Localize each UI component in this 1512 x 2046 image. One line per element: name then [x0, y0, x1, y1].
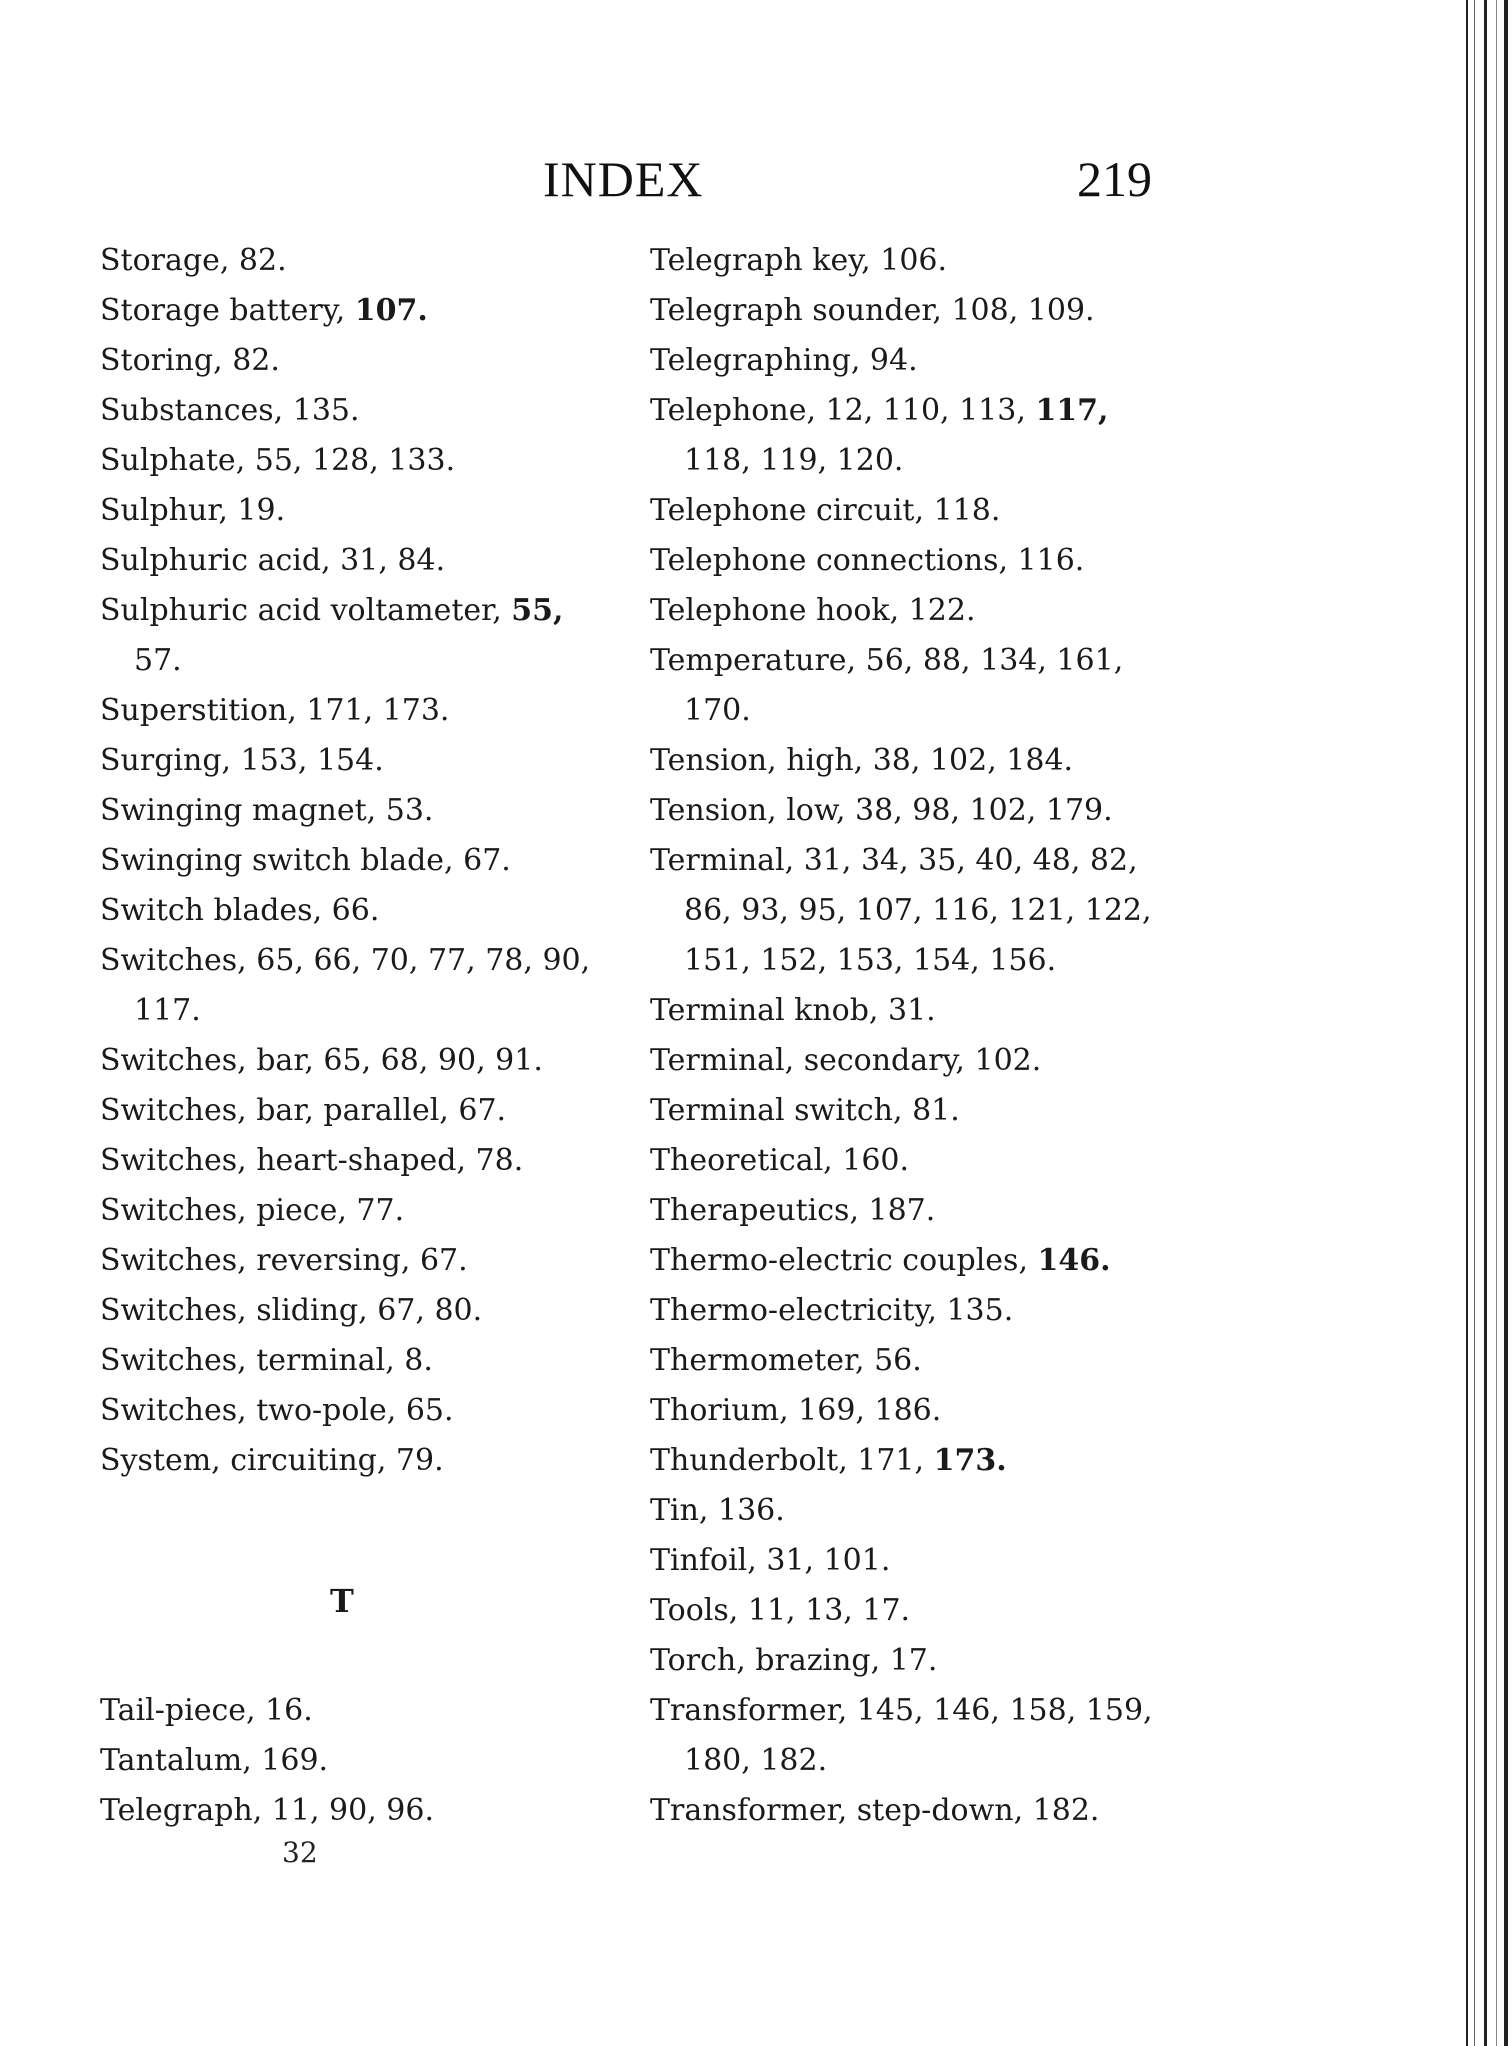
index-entry-text: 151, 152, 153, 154, 156. [684, 943, 1057, 978]
index-entry-text: Theoretical, 160. [650, 1143, 910, 1178]
index-entry-text: System, circuiting, 79. [100, 1443, 444, 1478]
index-entry-text: Transformer, step-down, 182. [650, 1793, 1100, 1828]
index-entry [100, 1686, 620, 1736]
index-entry [100, 1736, 620, 1786]
index-entry [650, 1686, 1190, 1736]
index-entry [650, 1136, 1190, 1186]
index-entry-text: Thorium, 169, 186. [650, 1393, 942, 1428]
index-entry-text: Tools, 11, 13, 17. [650, 1593, 911, 1628]
index-entry-text: Terminal, 31, 34, 35, 40, 48, 82, [650, 843, 1138, 878]
index-entry-text: 146. [1037, 1243, 1111, 1278]
index-entry [100, 336, 620, 386]
index-entry [650, 1436, 1190, 1486]
index-entry-text: Switches, sliding, 67, 80. [100, 1293, 483, 1328]
index-entry [650, 1286, 1190, 1336]
index-entry-text: Telegraphing, 94. [650, 343, 918, 378]
index-entry-text: 107. [354, 293, 428, 328]
index-entry [650, 886, 1190, 936]
index-entry-text: Telephone hook, 122. [650, 593, 976, 628]
index-entry-text: Thunderbolt, 171, [650, 1443, 934, 1478]
index-entry [100, 1786, 620, 1836]
index-entry-text: Swinging magnet, 53. [100, 793, 434, 828]
index-entry-text: Substances, 135. [100, 393, 360, 428]
index-entry [650, 436, 1190, 486]
index-entry-text: Telephone connections, 116. [650, 543, 1085, 578]
index-entry-text: 117, [1035, 393, 1109, 428]
section-letter-heading: T [330, 1582, 354, 1620]
index-entry [650, 1736, 1190, 1786]
index-entry-text: 180, 182. [684, 1743, 828, 1778]
index-entry [100, 486, 620, 536]
index-entry [650, 686, 1190, 736]
index-entry-text: Thermometer, 56. [650, 1343, 922, 1378]
index-entry-text: Sulphuric acid, 31, 84. [100, 543, 446, 578]
index-entry [650, 386, 1190, 436]
index-entry-text: Storing, 82. [100, 343, 280, 378]
index-entry [650, 736, 1190, 786]
index-entry-text: 55, [511, 593, 564, 628]
index-entry [650, 1786, 1190, 1836]
index-entry [100, 1036, 620, 1086]
index-entry [650, 1386, 1190, 1436]
index-entry [100, 236, 620, 286]
index-entry-text: Sulphur, 19. [100, 493, 286, 528]
index-entry-text: Switches, piece, 77. [100, 1193, 405, 1228]
index-entry-text: Switch blades, 66. [100, 893, 380, 928]
index-entry-text: Switches, bar, parallel, 67. [100, 1093, 507, 1128]
index-entry [650, 836, 1190, 886]
index-entry [100, 786, 620, 836]
index-entry-text: Telephone circuit, 118. [650, 493, 1001, 528]
index-entry-text: Switches, bar, 65, 68, 90, 91. [100, 1043, 543, 1078]
index-entry-text: Storage battery, [100, 293, 355, 328]
index-entry-text: Terminal switch, 81. [650, 1093, 960, 1128]
index-entry-text: Telegraph, 11, 90, 96. [100, 1793, 435, 1828]
index-entry-text: 173. [933, 1443, 1007, 1478]
page-number: 219 [1077, 151, 1152, 207]
index-entry [650, 1036, 1190, 1086]
index-entry-text: Superstition, 171, 173. [100, 693, 450, 728]
index-entry-text: Therapeutics, 187. [650, 1193, 936, 1228]
index-entry [100, 1436, 620, 1486]
left-entries-t [100, 1686, 620, 1836]
index-entry-text: 118, 119, 120. [684, 443, 904, 478]
index-entry-text: Tail-piece, 16. [100, 1693, 313, 1728]
index-entry [650, 1336, 1190, 1386]
index-entry-text: Temperature, 56, 88, 134, 161, [650, 643, 1124, 678]
index-entry-text: Tantalum, 169. [100, 1743, 329, 1778]
index-entry-text: Switches, 65, 66, 70, 77, 78, 90, [100, 943, 591, 978]
index-entry [100, 1136, 620, 1186]
index-entry [100, 1186, 620, 1236]
index-entry [100, 436, 620, 486]
index-entry-text: Tension, low, 38, 98, 102, 179. [650, 793, 1113, 828]
index-entry-text: Surging, 153, 154. [100, 743, 384, 778]
index-entry [650, 1186, 1190, 1236]
index-entry-text: Telegraph sounder, 108, 109. [650, 293, 1095, 328]
index-entry [100, 1236, 620, 1286]
index-entry [100, 1086, 620, 1136]
index-entry [100, 886, 620, 936]
index-entry [650, 1086, 1190, 1136]
index-entry [100, 386, 620, 436]
index-entry [650, 936, 1190, 986]
index-entry-text: Storage, 82. [100, 243, 287, 278]
index-entry-text: Thermo-electricity, 135. [650, 1293, 1014, 1328]
index-entry [650, 1586, 1190, 1636]
index-entry-text: Tension, high, 38, 102, 184. [650, 743, 1074, 778]
index-entry-text: Switches, two-pole, 65. [100, 1393, 454, 1428]
index-entry-text: Telegraph key, 106. [650, 243, 948, 278]
index-entry-text: Sulphate, 55, 128, 133. [100, 443, 456, 478]
index-entry-text: Tin, 136. [650, 1493, 785, 1528]
index-entry-text: 86, 93, 95, 107, 116, 121, 122, [684, 893, 1152, 928]
index-entry-text: 117. [134, 993, 201, 1028]
index-entry [650, 986, 1190, 1036]
index-entry [100, 536, 620, 586]
index-entry-text: Swinging switch blade, 67. [100, 843, 511, 878]
index-entry-text: Transformer, 145, 146, 158, 159, [650, 1693, 1153, 1728]
left-entries [100, 236, 620, 1486]
index-entry [650, 236, 1190, 286]
index-entry-text: 57. [134, 643, 182, 678]
index-entry-text: Tinfoil, 31, 101. [650, 1543, 891, 1578]
index-entry [650, 1636, 1190, 1686]
index-entry [650, 486, 1190, 536]
index-entry [650, 1536, 1190, 1586]
index-entry-text: Thermo-electric couples, [650, 1243, 1038, 1278]
index-entry [650, 1236, 1190, 1286]
index-entry [100, 1286, 620, 1336]
index-entry [100, 936, 620, 986]
index-entry-text: Torch, brazing, 17. [650, 1643, 938, 1678]
index-entry [650, 536, 1190, 586]
right-entries [650, 236, 1190, 1836]
index-entry [650, 1486, 1190, 1536]
signature-mark: 32 [282, 1836, 318, 1869]
index-entry [100, 586, 620, 636]
index-entry [650, 636, 1190, 686]
index-entry [100, 286, 620, 336]
index-column-right [650, 236, 1190, 1836]
index-entry-text: Switches, terminal, 8. [100, 1343, 433, 1378]
index-entry-text: Sulphuric acid voltameter, [100, 593, 512, 628]
index-entry-text: Terminal knob, 31. [650, 993, 936, 1028]
running-head: INDEX [543, 151, 704, 207]
index-entry [100, 636, 620, 686]
index-entry [650, 586, 1190, 636]
page-header [0, 150, 1512, 220]
index-entry [100, 686, 620, 736]
index-entry [100, 1336, 620, 1386]
index-entry [650, 336, 1190, 386]
binding-edge [1462, 0, 1512, 2046]
index-entry [100, 1386, 620, 1436]
index-column-left [100, 236, 620, 1836]
index-entry [650, 786, 1190, 836]
index-entry-text: Switches, heart-shaped, 78. [100, 1143, 524, 1178]
index-entry [650, 286, 1190, 336]
index-entry [100, 736, 620, 786]
index-entry-text: Switches, reversing, 67. [100, 1243, 468, 1278]
index-entry [100, 986, 620, 1036]
index-entry [100, 836, 620, 886]
index-entry-text: 170. [684, 693, 751, 728]
index-entry-text: Terminal, secondary, 102. [650, 1043, 1042, 1078]
index-entry-text: Telephone, 12, 110, 113, [650, 393, 1036, 428]
